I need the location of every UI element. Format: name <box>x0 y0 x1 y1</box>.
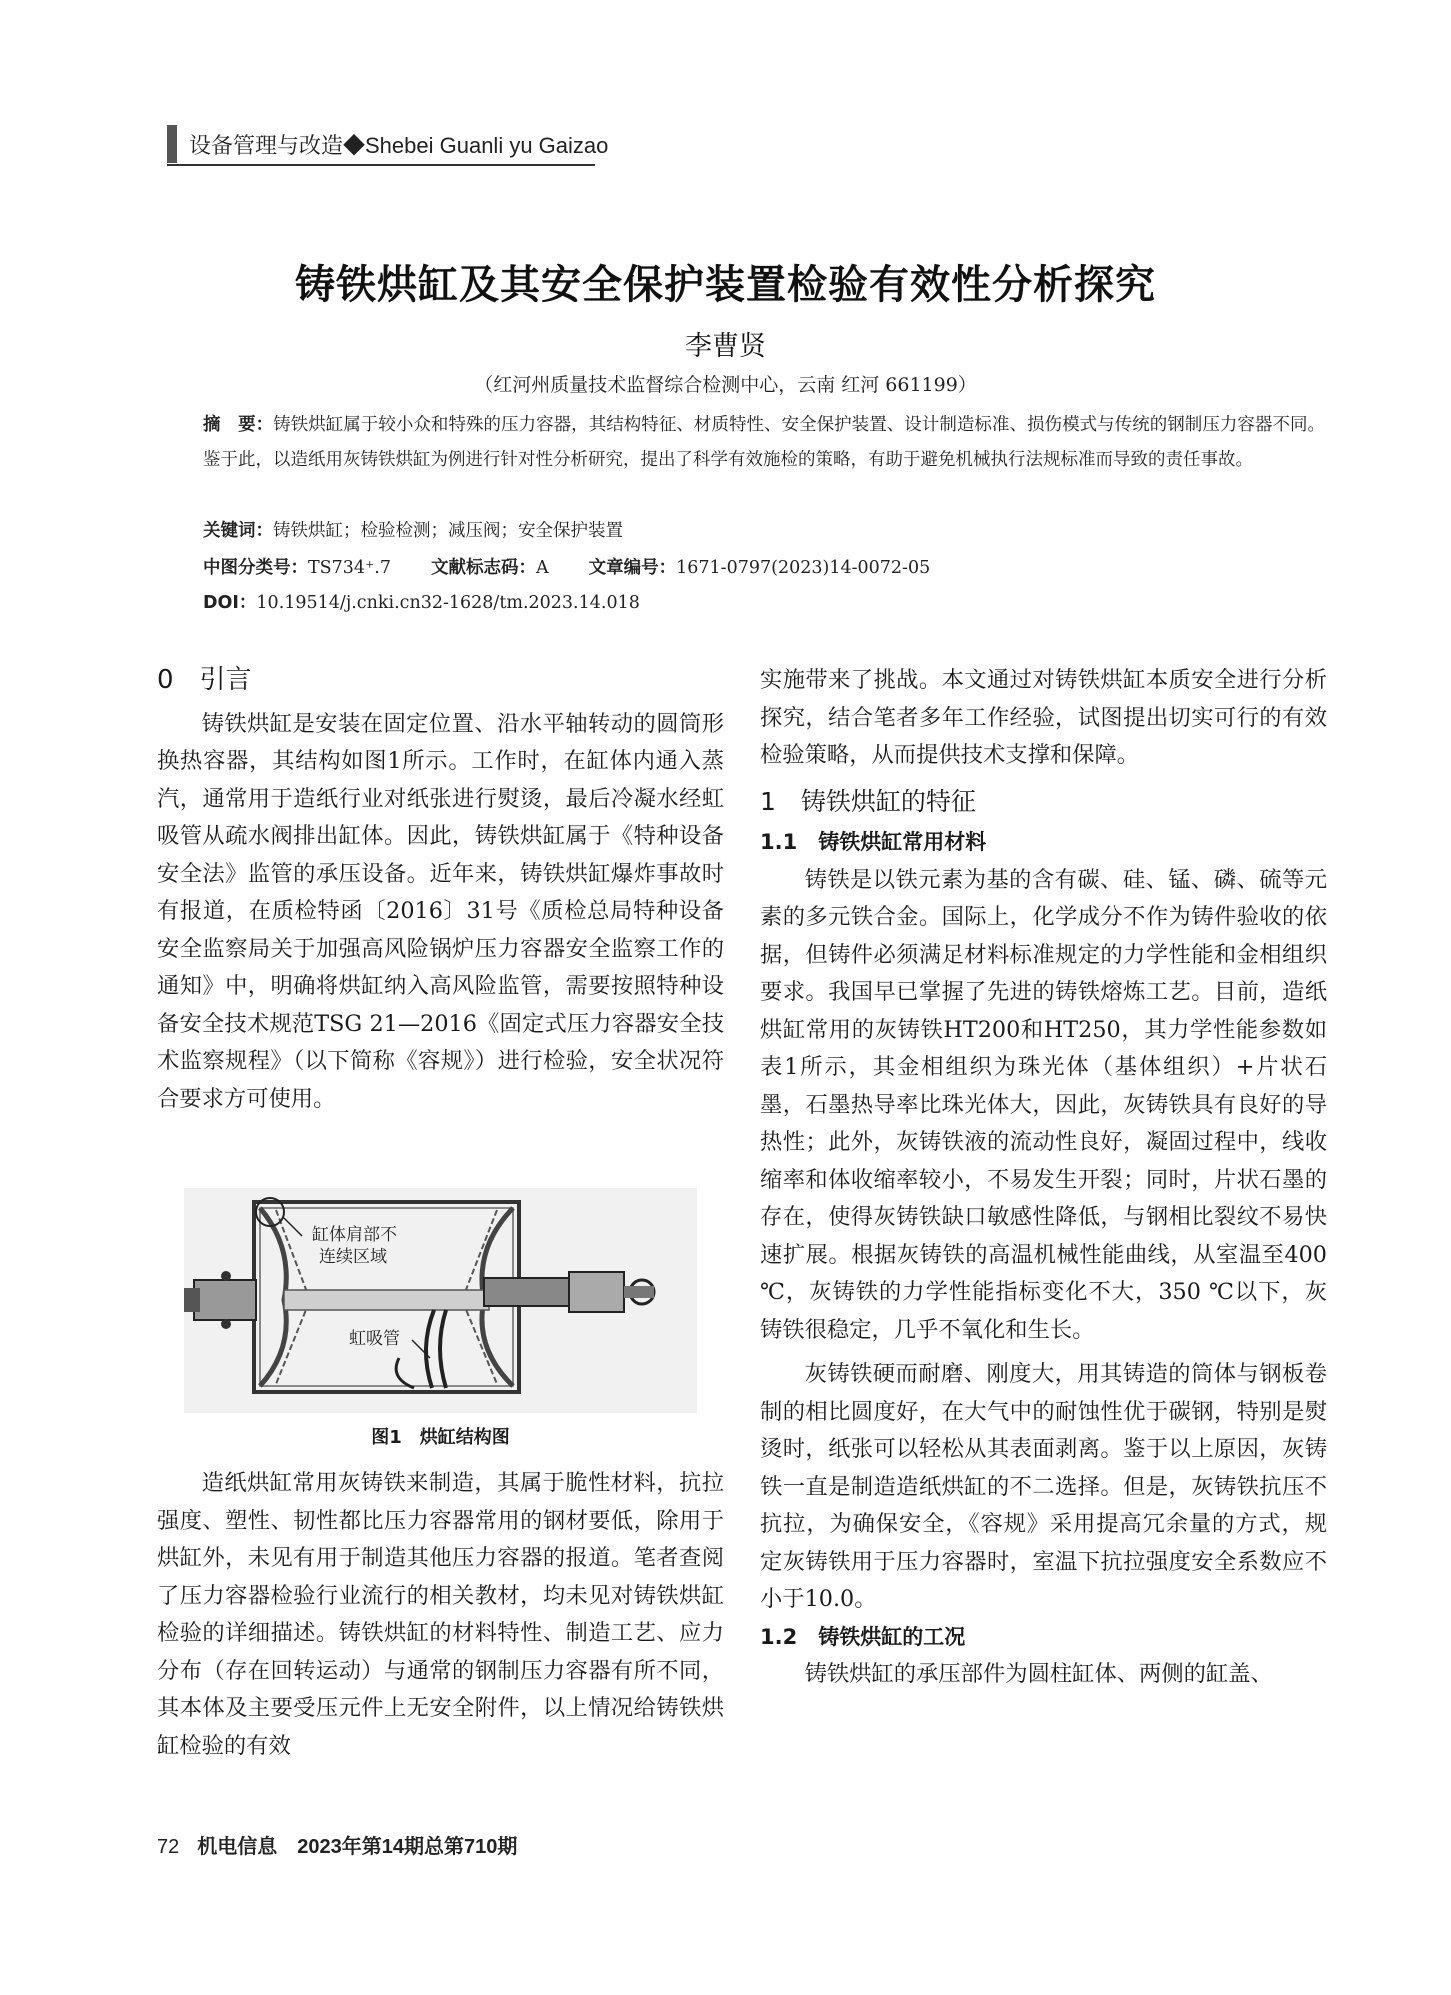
dryer-diagram <box>184 1188 697 1413</box>
article-title: 铸铁烘缸及其安全保护装置检验有效性分析探究 <box>295 262 1156 308</box>
intro-paragraph-1: 铸铁烘缸是安装在固定位置、沿水平轴转动的圆筒形换热容器，其结构如图1所示。工作时，在缸体内通入蒸汽，通常用于造纸行业对纸张进行熨烫，最后冷凝水经虹吸管从疏水阀排出缸体。因此，铸铁烘缸属于《特种设备安全法》监管的承压设备。近年来，铸铁烘缸爆炸事故时有报道，在质检特函〔2016〕31号《质检总局特种设备安全监察局关于加强高风险锅炉压力容器安全监察工作的通知》中，明确将烘缸纳入高风险监管，需要按照特种设备安全技术规范TSG 21—2016《固定式压力容器安全技术监察规程》（以下简称《容规》）进行检验，安全状况符合要求方可使用。 <box>157 710 724 1112</box>
keywords <box>203 514 1325 549</box>
abstract-text: 铸铁烘缸属于较小众和特殊的压力容器，其结构特征、材质特性、安全保护装置、设计制造标准、损伤模式与传统的钢制压力容器不同。鉴于此，以造纸用灰铸铁烘缸为例进行针对性分析研究，提出了科学有效施检的策略，有助于避免机械执行法规标准而导致的责任事故。 <box>203 415 1326 470</box>
article-no-label: 文章编号： <box>588 558 677 578</box>
classification-line <box>203 551 1325 586</box>
intro-paragraph-continued: 实施带来了挑战。本文通过对铸铁烘缸本质安全进行分析探究，结合笔者多年工作经验，试图提出切实可行的有效检验策略，从而提供技术支撑和保障。 <box>760 667 1327 768</box>
header-text: 设备管理与改造◆Shebei Guanli yu Gaizao <box>189 132 609 158</box>
subsection-1-1-heading: 1.1 铸铁烘缸常用材料 <box>760 830 987 854</box>
keywords-label: 关键词： <box>203 521 273 541</box>
section-0-heading: 0 引言 <box>157 665 252 695</box>
conditions-paragraph: 铸铁烘缸的承压部件为圆柱缸体、两侧的缸盖、 <box>804 1661 1273 1687</box>
doi-label: DOI： <box>203 593 257 613</box>
right-column <box>760 662 1327 1694</box>
keywords-text: 铸铁烘缸；检验检测；减压阀；安全保护装置 <box>273 521 623 541</box>
clc-label: 中图分类号： <box>203 558 308 578</box>
subsection-1-2-heading: 1.2 铸铁烘缸的工况 <box>760 1624 966 1649</box>
intro-paragraph-2: 造纸烘缸常用灰铸铁来制造，其属于脆性材料，抗拉强度、塑性、韧性都比压力容器常用的钢材要低，除用于烘缸外，未见有用于制造其他压力容器的报道。笔者查阅了压力容器检验行业流行的相关教材，均未见对铸铁烘缸检验的详细描述。铸铁烘缸的材料特性、制造工艺、应力分布（存在回转运动）与通常的钢制压力容器有所不同，其本体及主要受压元件上无安全附件，以上情况给铸铁烘缸检验的有效 <box>157 1470 724 1759</box>
header-accent-bar <box>167 125 177 163</box>
doc-label: 文献标志码： <box>431 558 536 578</box>
journal-issue: 机电信息 2023年第14期总第710期 <box>197 1836 518 1858</box>
header-rule <box>167 164 595 166</box>
materials-paragraph-1: 铸铁是以铁元素为基的含有碳、硅、锰、磷、硫等元素的多元铁合金。国际上，化学成分不作为铸件验收的依据，但铸件必须满足材料标准规定的力学性能和金相组织要求。我国早已掌握了先进的铸铁熔炼工艺。目前，造纸烘缸常用的灰铸铁HT200和HT250，其力学性能参数如表1所示，其金相组织为珠光体（基体组织）+片状石墨，石墨热导率比珠光体大，因此，灰铸铁具有良好的导热性；此外，灰铸铁液的流动性良好，凝固过程中，线收缩率和体收缩率较小，不易发生开裂；同时，片状石墨的存在，使得灰铸铁缺口敏感性降低，与钢相比裂纹不易快速扩展。根据灰铸铁的高温机械性能曲线，从室温至400 ℃，灰铸铁的力学性能指标变化不大，350 ℃以下，灰铸铁很稳定，几乎不氧化和生长。 <box>760 866 1327 1343</box>
article-no-value: 1671-0797(2023)14-0072-05 <box>676 558 931 578</box>
doc-value: A <box>536 558 549 578</box>
page-footer <box>157 1830 517 1859</box>
figure-caption: 图1 烘缸结构图 <box>371 1427 510 1448</box>
doi-line <box>203 586 1325 621</box>
doi-value: 10.19514/j.cnki.cn32-1628/tm.2023.14.018 <box>256 593 640 613</box>
running-header <box>167 124 608 164</box>
section-1-heading: 1 铸铁烘缸的特征 <box>760 786 976 816</box>
article-author: 李曹贤 <box>685 331 766 362</box>
figure-label-siphon: 虹吸管 <box>349 1329 400 1349</box>
clc-value: TS734⁺.7 <box>308 558 391 578</box>
figure-label-shoulder-1: 缸体肩部不 <box>312 1225 397 1245</box>
materials-paragraph-2: 灰铸铁硬而耐磨、刚度大，用其铸造的筒体与钢板卷制的相比圆度好，在大气中的耐蚀性优于碳钢，特别是熨烫时，纸张可以轻松从其表面剥离。鉴于以上原因，灰铸铁一直是制造造纸烘缸的不二选择。但是，灰铸铁抗压不抗拉，为确保安全，《容规》采用提高冗余量的方式，规定灰铸铁用于压力容器时，室温下抗拉强度安全系数应不小于10.0。 <box>760 1361 1327 1612</box>
left-column-bottom <box>157 1465 724 1765</box>
figure-dryer-structure <box>184 1188 697 1413</box>
author-affiliation: （红河州质量技术监督综合检测中心，云南 红河 661199） <box>474 374 977 396</box>
figure-label-shoulder-2: 连续区域 <box>319 1247 387 1267</box>
abstract-label: 摘 要： <box>203 415 274 435</box>
left-column-top <box>157 662 724 1118</box>
page-number: 72 <box>157 1836 180 1858</box>
abstract <box>203 408 1325 478</box>
